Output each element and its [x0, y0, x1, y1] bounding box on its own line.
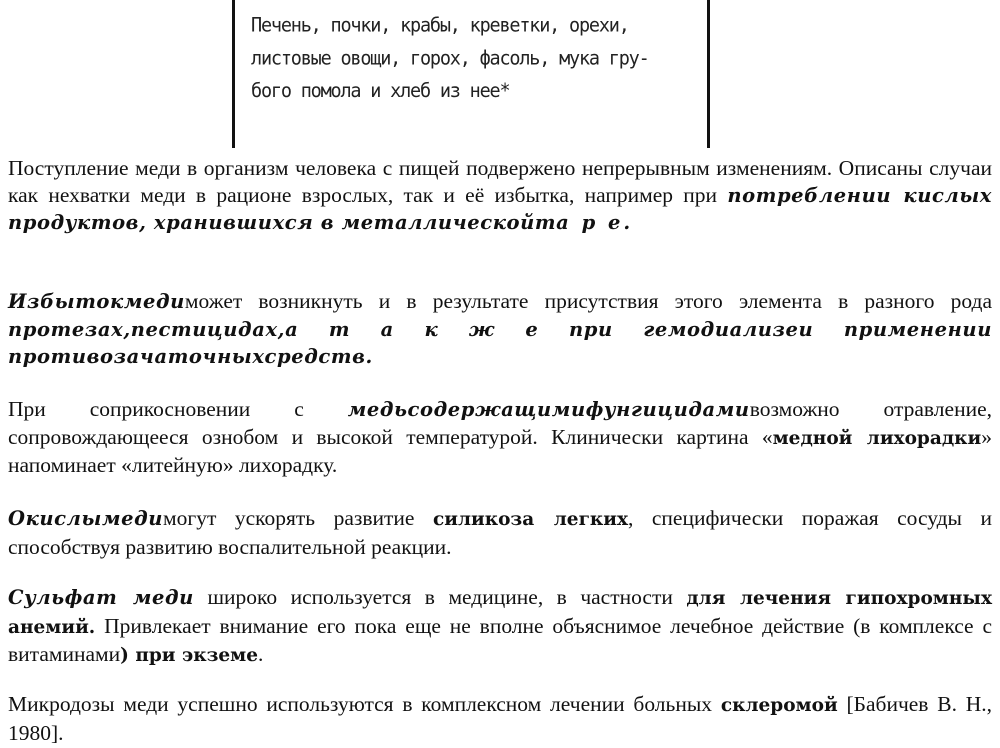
- bold-term: склеромой: [720, 695, 838, 716]
- food-sources-line-1: Печень, почки, крабы, креветки, орехи,: [251, 14, 629, 37]
- bold-term: медной лихорадки: [772, 427, 982, 449]
- paragraph-oxides: [8, 505, 992, 560]
- paragraph-intake: [8, 155, 992, 237]
- emphasis-heading: Избытокмеди: [8, 290, 185, 313]
- paragraph-microdoses: [8, 691, 992, 746]
- bold-term: для лечения гипохромных анемий.: [8, 588, 992, 638]
- emphasis-text: а р е.: [556, 211, 634, 234]
- paragraph-text: При соприкосновении с: [8, 397, 348, 421]
- emphasis-heading: Сульфат меди: [8, 586, 194, 609]
- paragraph-text: Микродозы меди успешно используются в комплексном лечении больных: [8, 692, 721, 716]
- paragraph-text: широко используется в медицине, в частности: [193, 585, 687, 609]
- paragraph-text: могут ускорять развитие: [163, 506, 433, 530]
- emphasis-heading: Окислымеди: [8, 507, 164, 530]
- paragraph-text: , специфически поражая сосуды и способствуя развитию воспалительной реакции.: [8, 506, 992, 559]
- paragraph-text: может возникнуть и в результате присутствия этого элемента в разного рода: [184, 289, 992, 313]
- paragraph-sulfate: [8, 584, 992, 670]
- citation-text: [Бабичев В. Н., 1980].: [8, 692, 992, 745]
- paragraph-text: .: [258, 642, 264, 666]
- paragraph-text: Поступление меди в организм человека с пищей подвержено непрерывным изменениям. Описаны случаи как нехватки меди в рационе взрослых, так и её избытка, например при: [8, 156, 992, 207]
- emphasis-text: протезах,пестицидах,а т а к ж е при гемодиализеи применении противозачаточныхсредств.: [8, 317, 992, 368]
- bold-term: ) при экземе: [120, 645, 259, 666]
- paragraph-excess: [8, 288, 992, 371]
- emphasis-text: потреблении кислых продуктов, хранившихся в металлическойт: [8, 183, 992, 234]
- paragraph-text: » напоминает «литейную» лихорадку.: [8, 424, 992, 477]
- food-sources-text: [251, 9, 701, 108]
- paragraph-text: возможно отравление, сопровождающееся ознобом и высокой температурой. Клинически картина «: [8, 397, 992, 449]
- food-sources-line-2: листовые овощи, горох, фасоль, мука гру-: [251, 47, 649, 70]
- paragraph-text: Привлекает внимание его пока еще не вполне объяснимое лечебное действие (в комплексе с витаминами: [8, 613, 992, 666]
- emphasis-text: медьсодержащимифунгицидами: [347, 398, 750, 421]
- bold-term: силикоза легких: [432, 509, 629, 530]
- food-sources-line-3: бого помола и хлеб из нее*: [251, 80, 510, 103]
- paragraph-fungicides: [8, 396, 992, 479]
